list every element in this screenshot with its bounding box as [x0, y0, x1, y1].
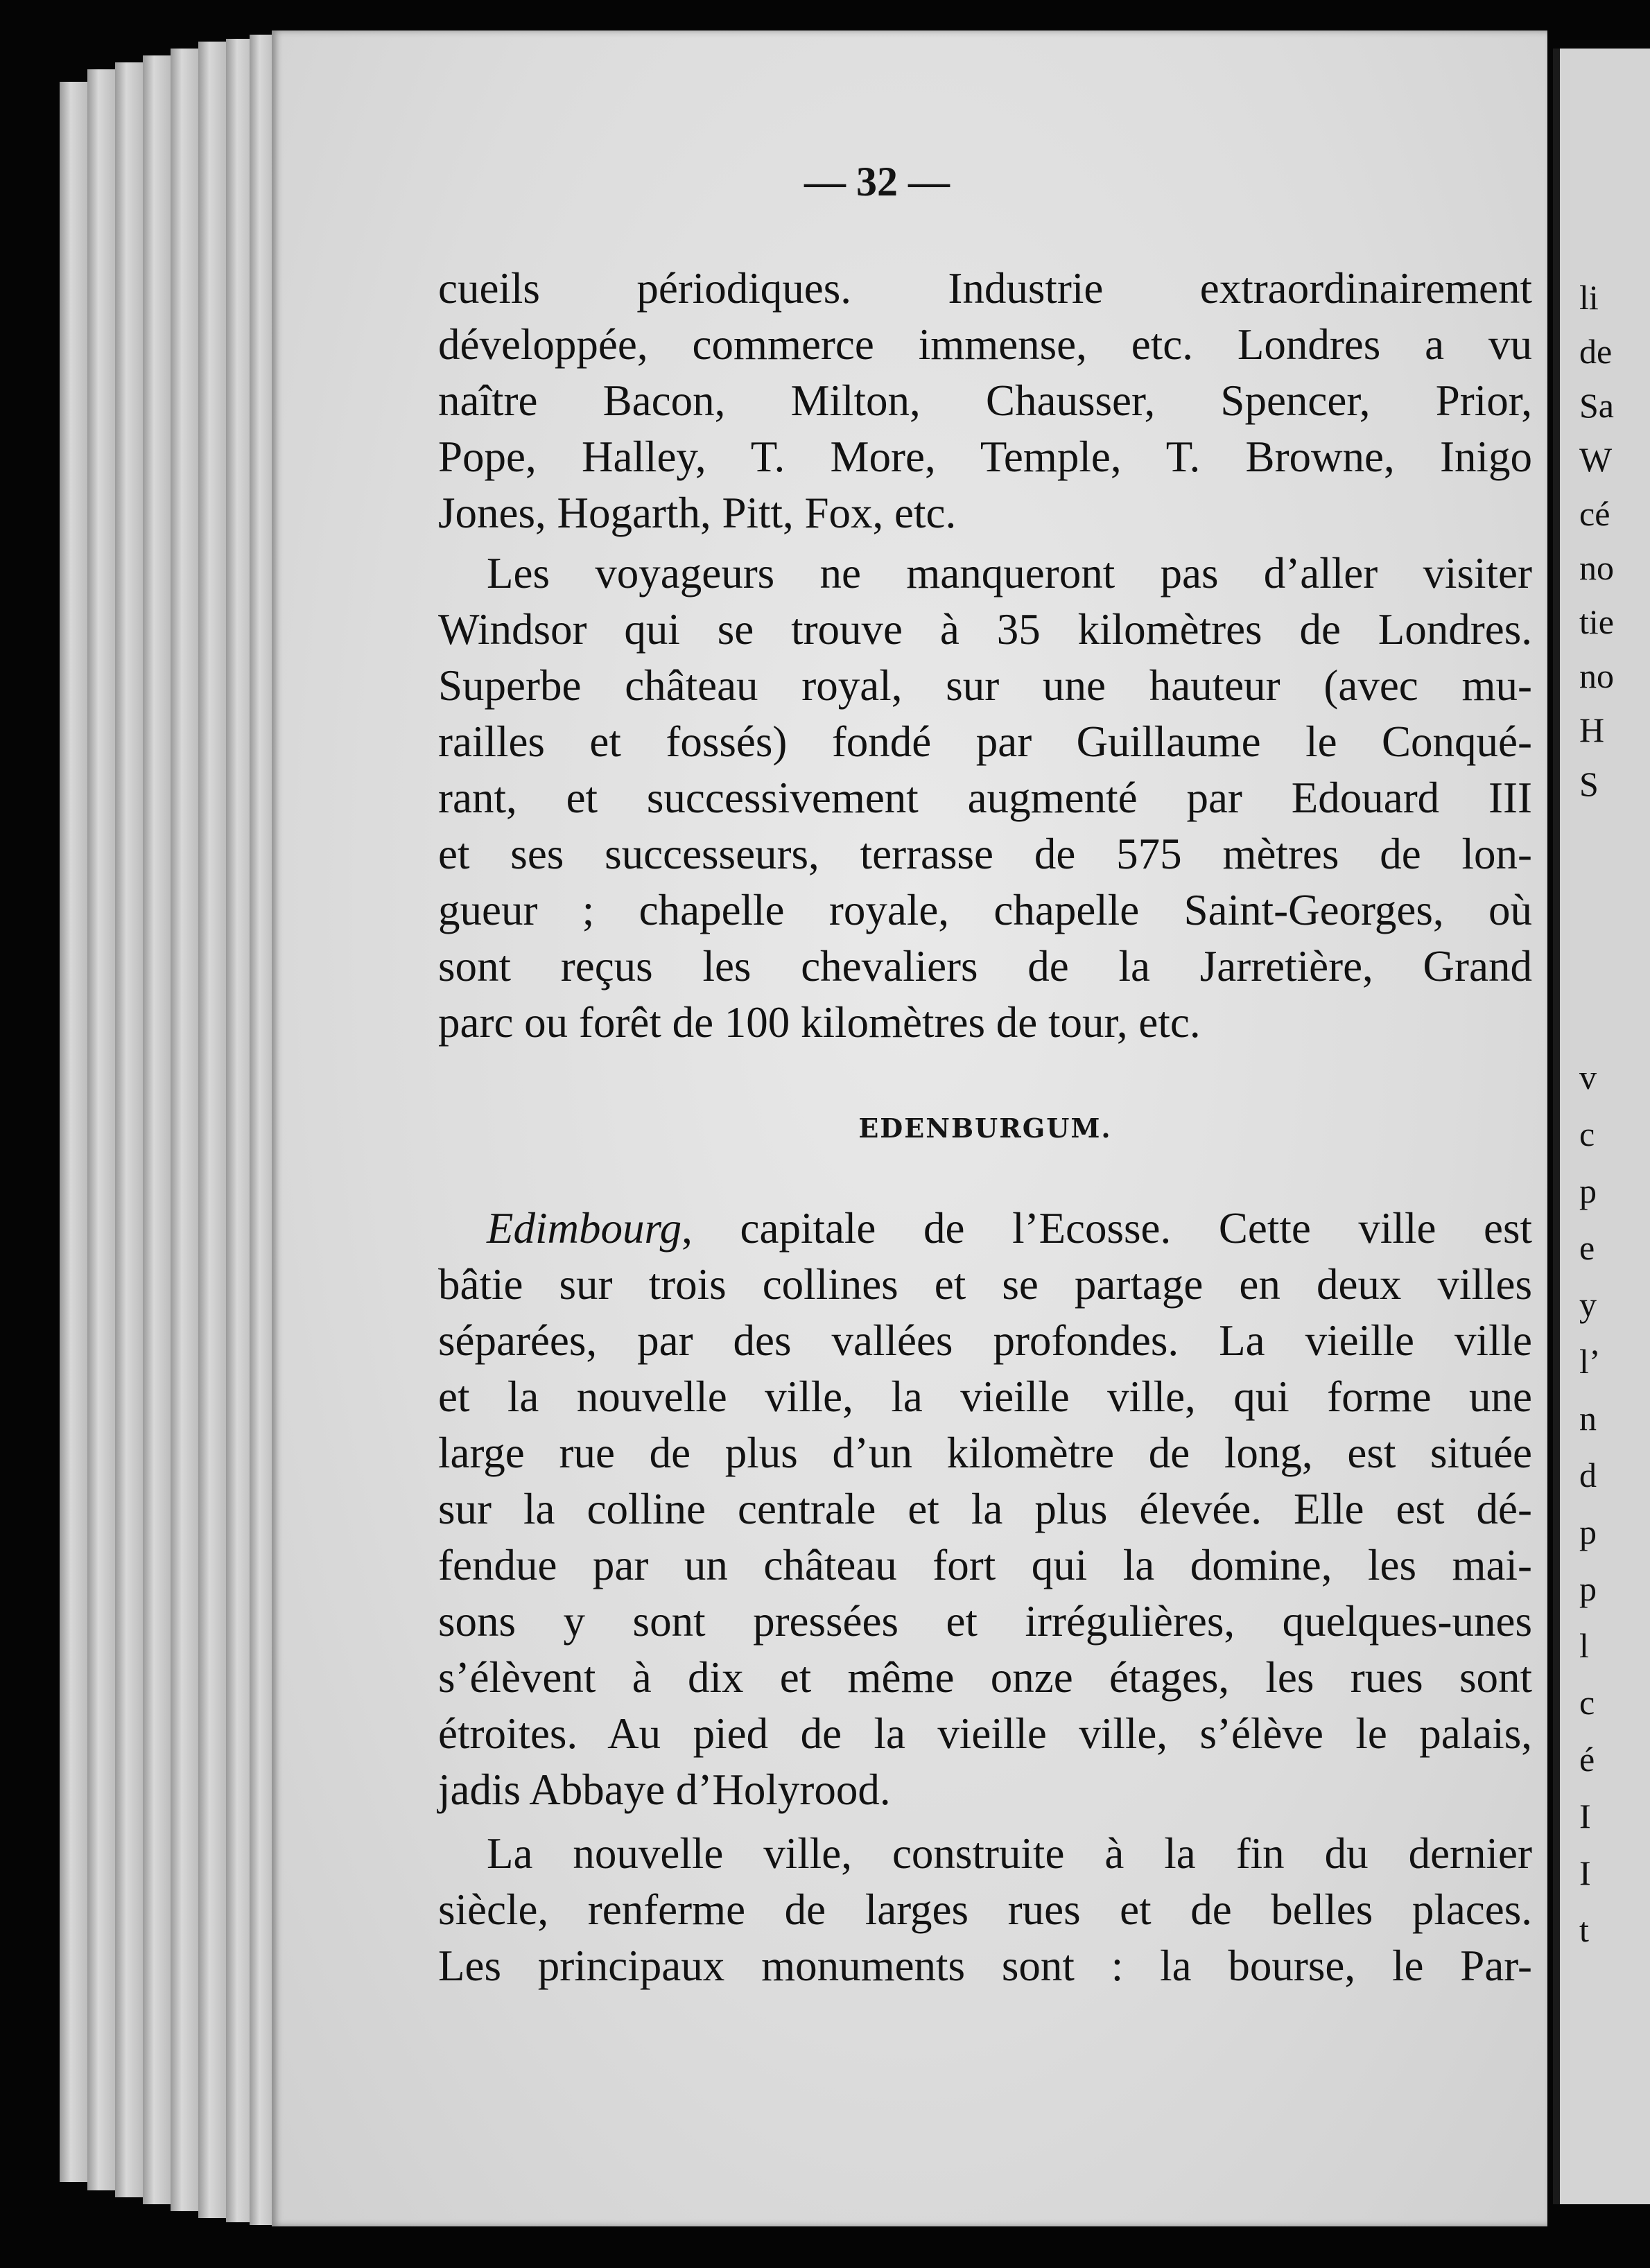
text-line: Jones, Hogarth, Pitt, Fox, etc.	[438, 489, 957, 537]
text-line: jadis Abbaye d’Holyrood.	[438, 1765, 891, 1814]
facing-page-text: l’	[1579, 1342, 1601, 1381]
facing-page-text: cé	[1579, 494, 1610, 533]
text-line: fendue par un château fort qui la domine, les mai-	[438, 1541, 1532, 1589]
facing-page-text: d	[1579, 1456, 1597, 1494]
facing-page-text: y	[1579, 1285, 1597, 1324]
text-line: Pope, Halley, T. More, Temple, T. Browne, Inigo	[438, 433, 1532, 481]
text-line: cueils périodiques. Industrie extraordinairement	[438, 264, 1532, 313]
facing-page-text: n	[1579, 1399, 1597, 1438]
text-line: et la nouvelle ville, la vieille ville, qui forme une	[438, 1372, 1532, 1421]
facing-page-text: H	[1579, 710, 1605, 749]
text-line: sont reçus les chevaliers de la Jarretière, Grand	[438, 942, 1532, 991]
facing-page-text: Sa	[1579, 386, 1614, 425]
text-line: naître Bacon, Milton, Chausser, Spencer, Prior,	[438, 376, 1532, 425]
text-line: développée, commerce immense, etc. Londres a vu	[438, 320, 1532, 369]
text-line: large rue de plus d’un kilomètre de long, est située	[438, 1429, 1532, 1477]
facing-page-text: I	[1579, 1853, 1591, 1892]
facing-page-text: S	[1579, 765, 1599, 803]
facing-page-fragment	[1553, 49, 1650, 2204]
facing-page-text: é	[1579, 1740, 1595, 1779]
page-edge	[198, 42, 228, 2218]
text-line: séparées, par des vallées profondes. La vieille ville	[438, 1316, 1532, 1365]
text-line: et ses successeurs, terrasse de 575 mètres de lon-	[438, 830, 1532, 878]
page-number: — 32 —	[804, 159, 950, 204]
page-edge	[60, 82, 89, 2182]
page-edge	[143, 55, 173, 2204]
paragraph-windsor	[438, 546, 1532, 1051]
text-line	[438, 1201, 1532, 1257]
paragraph-new-town	[438, 1826, 1532, 1994]
facing-page-text: c	[1579, 1115, 1595, 1153]
italic-term: Edimbourg	[487, 1204, 682, 1253]
text-line: étroites. Au pied de la vieille ville, s’élève le palais,	[438, 1709, 1532, 1758]
text-line: Windsor qui se trouve à 35 kilomètres de Londres.	[438, 605, 1532, 654]
text-line: Les principaux monuments sont : la bourse, le Par-	[438, 1942, 1532, 1990]
text-line: sur la colline centrale et la plus élevée. Elle est dé-	[438, 1485, 1532, 1533]
facing-page-text: c	[1579, 1683, 1595, 1722]
facing-page-text: no	[1579, 656, 1614, 695]
paragraph-edinburgh	[438, 1201, 1532, 1818]
text-line: railles et fossés) fondé par Guillaume le Conqué-	[438, 717, 1532, 766]
paragraph-london	[438, 261, 1532, 541]
facing-page-text: tie	[1579, 602, 1614, 641]
text-line: La nouvelle ville, construite à la fin du dernier	[487, 1829, 1532, 1878]
facing-page-text: l	[1579, 1626, 1589, 1665]
text-line: s’élèvent à dix et même onze étages, les rues sont	[438, 1653, 1532, 1702]
page-edge	[87, 69, 117, 2190]
text-line: bâtie sur trois collines et se partage en deux villes	[438, 1260, 1532, 1309]
facing-page-text: I	[1579, 1797, 1591, 1835]
page-edge	[171, 49, 200, 2211]
text-line: gueur ; chapelle royale, chapelle Saint-Georges, où	[438, 886, 1532, 934]
text-line: sons y sont pressées et irrégulières, quelques-unes	[438, 1597, 1532, 1646]
text-line: Les voyageurs ne manqueront pas d’aller visiter	[487, 549, 1532, 597]
section-heading: EDENBURGUM.	[858, 1113, 1112, 1144]
text-line: Superbe château royal, sur une hauteur (avec mu-	[438, 661, 1532, 710]
facing-page-text: p	[1579, 1569, 1597, 1608]
facing-page-text: W	[1579, 440, 1613, 479]
facing-page-text: t	[1579, 1910, 1589, 1949]
facing-page-text: li	[1579, 278, 1599, 317]
facing-page-text: p	[1579, 1512, 1597, 1551]
text-line: rant, et successivement augmenté par Edouard III	[438, 774, 1532, 822]
page-edge	[115, 62, 145, 2197]
facing-page-text: de	[1579, 332, 1613, 371]
facing-page-text: e	[1579, 1228, 1595, 1267]
text-line: parc ou forêt de 100 kilomètres de tour, etc.	[438, 998, 1201, 1047]
text-line: siècle, renferme de larges rues et de belles places.	[438, 1885, 1532, 1934]
text-run: , capitale de l’Ecosse. Cette ville est	[681, 1204, 1532, 1253]
facing-page-text: no	[1579, 548, 1614, 587]
facing-page-text: v	[1579, 1058, 1597, 1097]
facing-page-text: p	[1579, 1171, 1597, 1210]
